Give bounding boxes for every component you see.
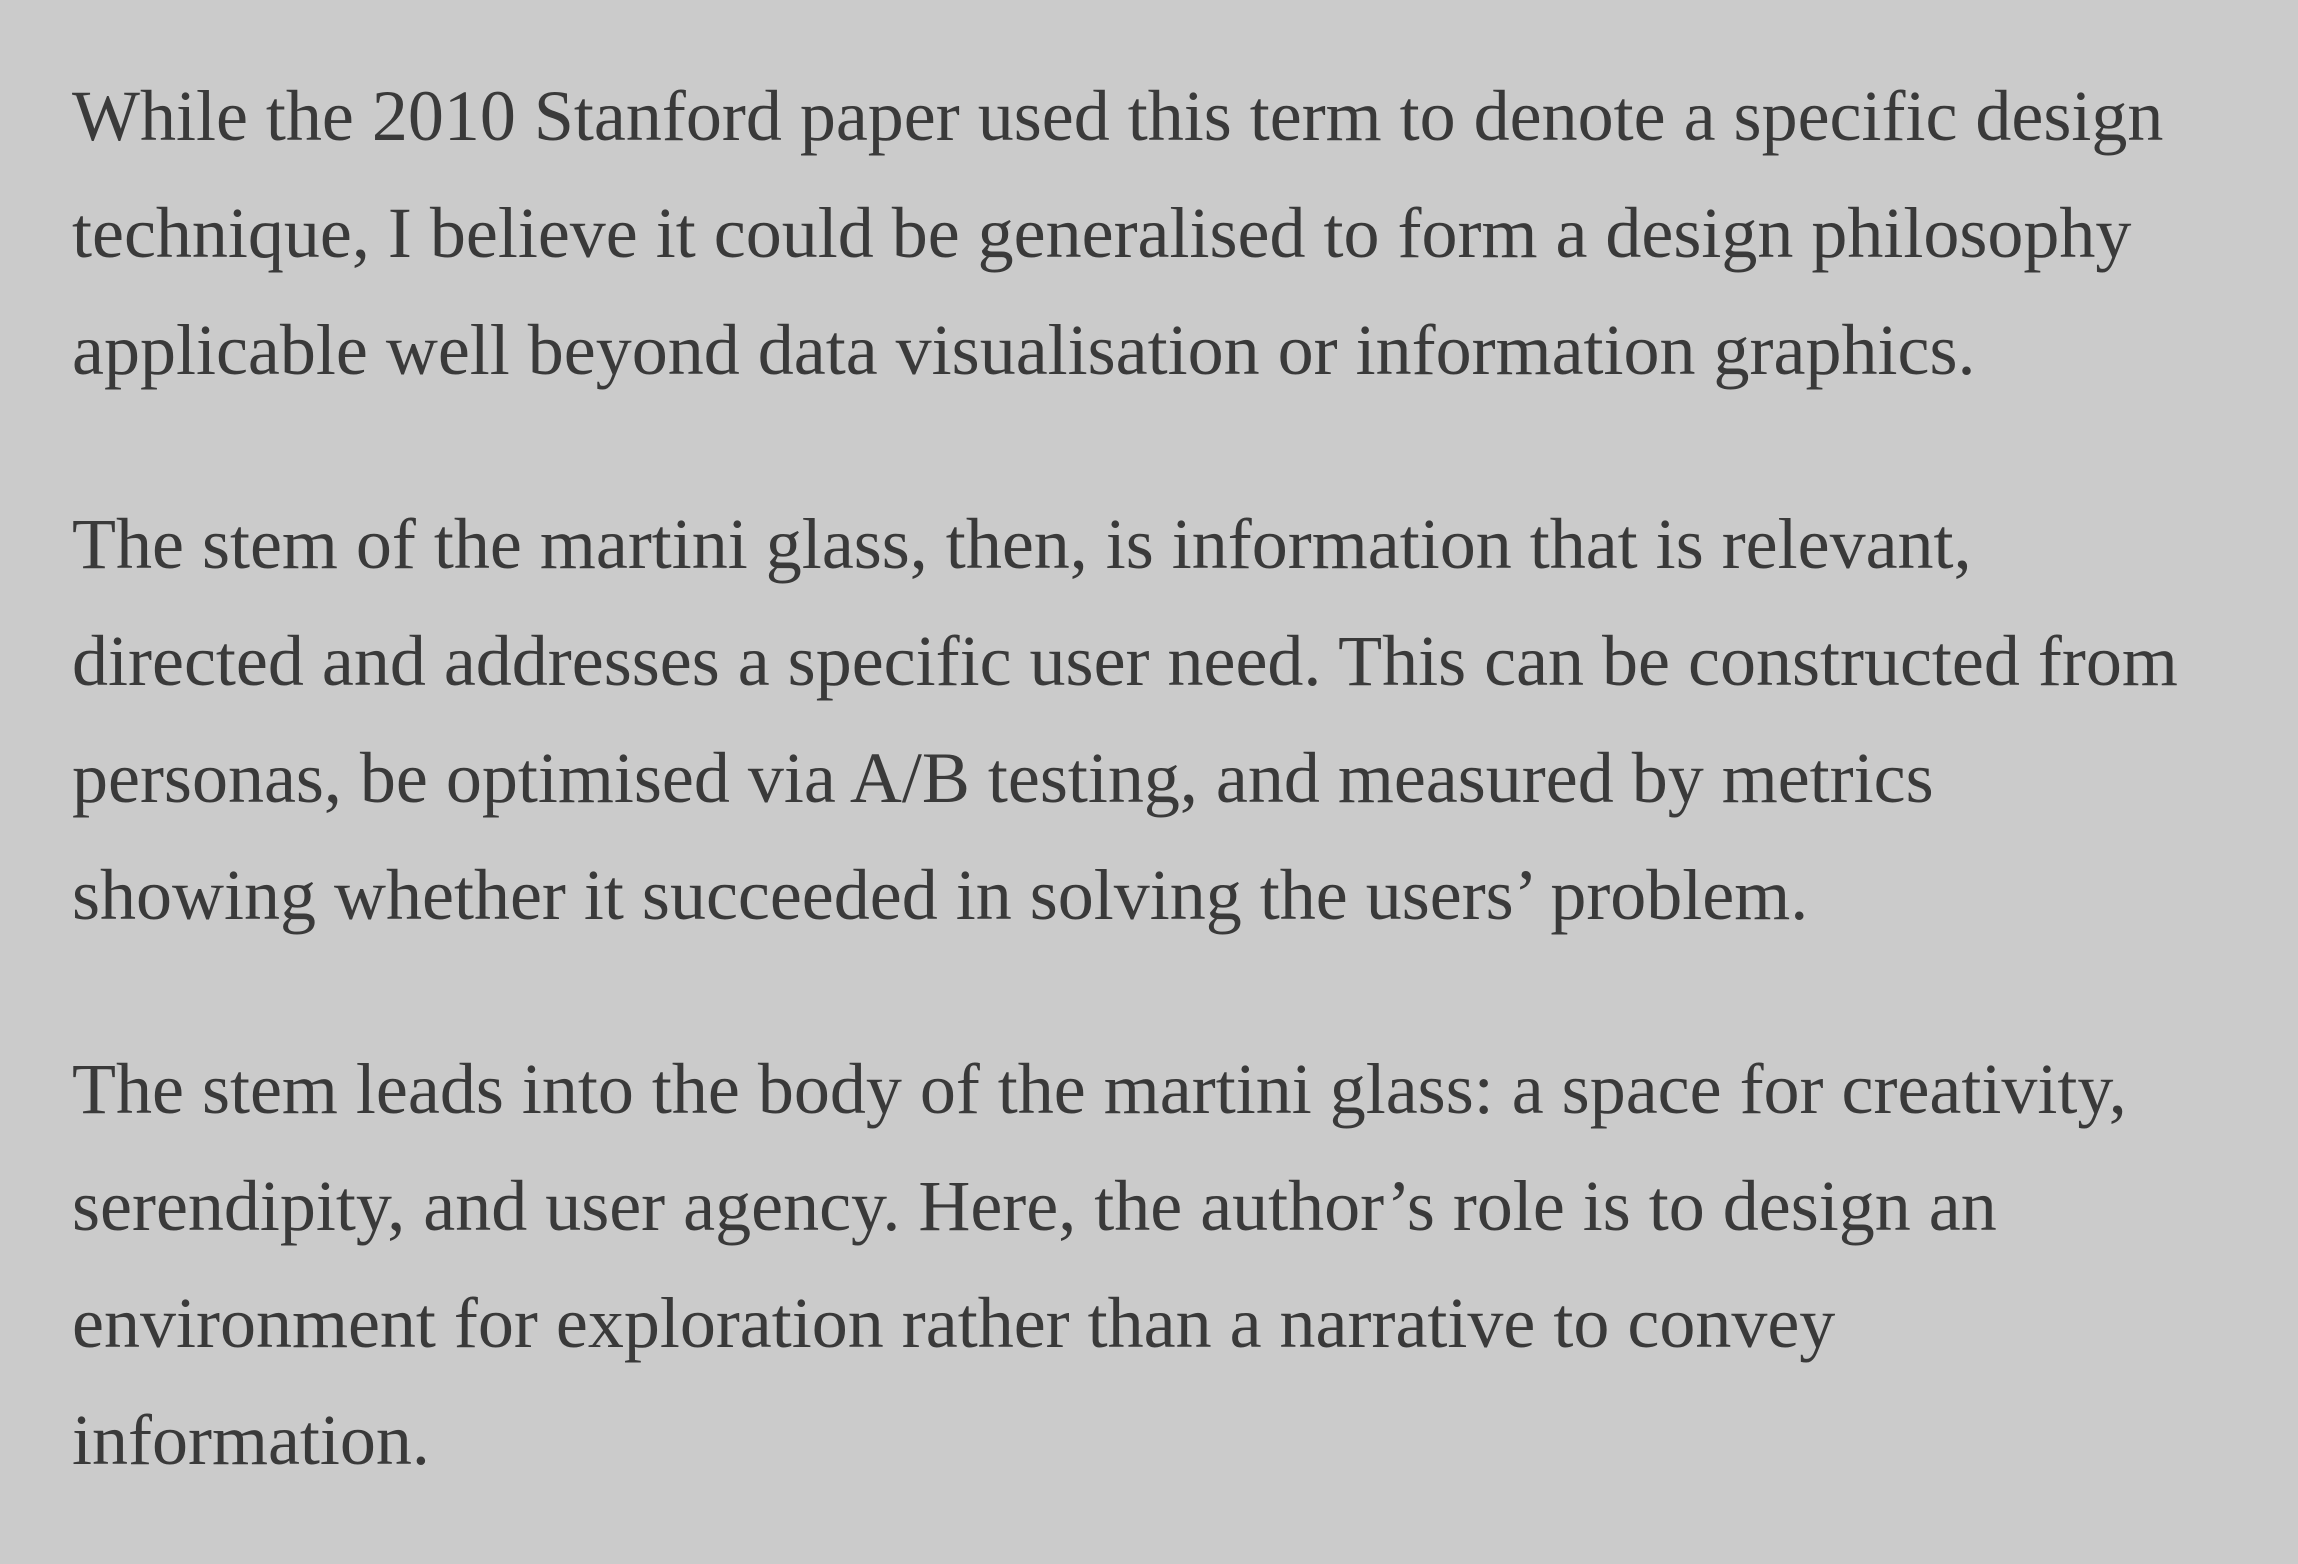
paragraph-1: While the 2010 Stanford paper used this term to denote a specific design technique, I believe it could be generalised to form a design philosophy applicable well beyond data visualisation or information graphics. xyxy=(72,76,2164,390)
paragraph-3: The stem leads into the body of the martini glass: a space for creativity, serendipity, and user agency. Here, the author’s role is to design an environment for exploration rather than a narrative to convey information. xyxy=(72,1049,2127,1480)
paragraph-2: The stem of the martini glass, then, is information that is relevant, directed and addresses a specific user need. This can be constructed from personas, be optimised via A/B testing, and measured by metrics showing whether it succeeded in solving the users’ problem. xyxy=(72,504,2178,935)
